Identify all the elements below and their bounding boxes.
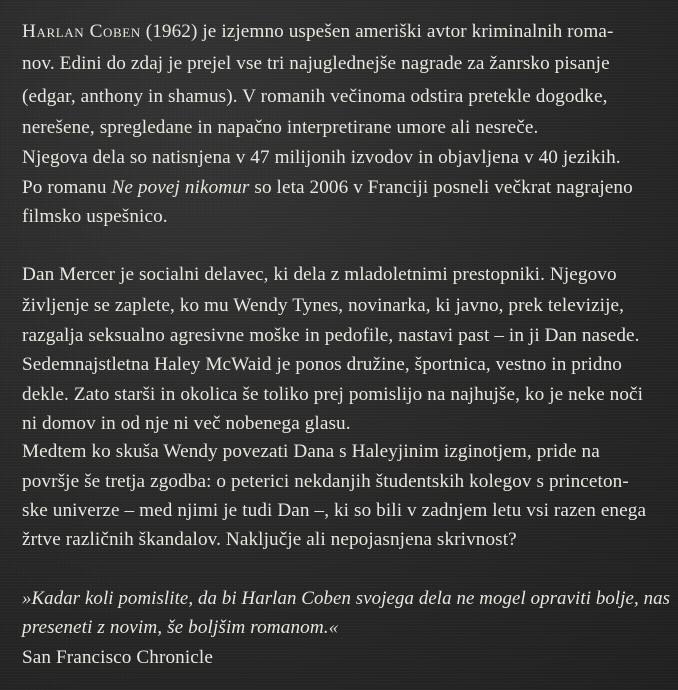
synopsis-line-2: življenje se zaplete, ko mu Wendy Tynes, novinarka, ki javno, prek televizije, xyxy=(22,295,625,316)
quote-line-2: preseneti z novim, še boljšim romanom.« xyxy=(22,617,339,638)
synopsis-line-10: žrtve različnih škandalov. Naključje ali nepojasnjena skrivnost? xyxy=(22,529,517,550)
bio-line-2: nov. Edini do zdaj je prejel vse tri najuglednejše nagrade za žanrsko pisanje xyxy=(22,53,610,74)
synopsis-line-5: dekle. Zato starši in okolica še toliko prej pomislijo na najhujše, ko je neke noči xyxy=(22,384,644,405)
quote-source: San Francisco Chronicle xyxy=(22,647,213,668)
synopsis-line-1: Dan Mercer je socialni delavec, ki dela z mladoletnimi prestopniki. Njegovo xyxy=(22,264,617,285)
bio-line-3: (edgar, anthony in shamus). V romanih večinoma odstira pretekle dogodke, xyxy=(22,86,608,107)
author-name: Harlan Coben xyxy=(22,21,141,42)
book-title: Ne povej nikomur xyxy=(111,177,250,198)
bio-line-4: nerešene, spregledane in napačno interpretirane umore ali nesreče. xyxy=(22,117,539,138)
synopsis-line-9: ske univerze – med njimi je tudi Dan –, ki so bili v zadnjem letu vsi razen enega xyxy=(22,500,647,521)
synopsis-line-7: Medtem ko skuša Wendy povezati Dana s Haleyjinim izginotjem, pride na xyxy=(22,441,600,462)
synopsis-line-4: Sedemnajstletna Haley McWaid je ponos družine, športnica, vestno in pridno xyxy=(22,354,622,375)
bio-line-6: Po romanu Ne povej nikomur so leta 2006 v Franciji posneli večkrat nagrajeno xyxy=(22,177,633,198)
bio-line-7: filmsko uspešnico. xyxy=(22,206,168,227)
synopsis-line-3: razgalja seksualno agresivne moške in pedofile, nastavi past – in ji Dan nasede. xyxy=(22,325,640,346)
bio-line-1: Harlan Coben (1962) je izjemno uspešen ameriški avtor kriminalnih roma- xyxy=(22,21,614,42)
quote-line-1: »Kadar koli pomislite, da bi Harlan Coben svojega dela ne mogel opraviti bolje, nas xyxy=(22,588,671,609)
bio-line-5: Njegova dela so natisnjena v 47 milijonih izvodov in objavljena v 40 jezikih. xyxy=(22,147,621,168)
synopsis-line-8: površje še tretja zgodba: o peterici nekdanjih študentskih kolegov s princeton- xyxy=(22,471,629,492)
synopsis-line-6: ni domov in od nje ni več nobenega glasu. xyxy=(22,413,351,434)
